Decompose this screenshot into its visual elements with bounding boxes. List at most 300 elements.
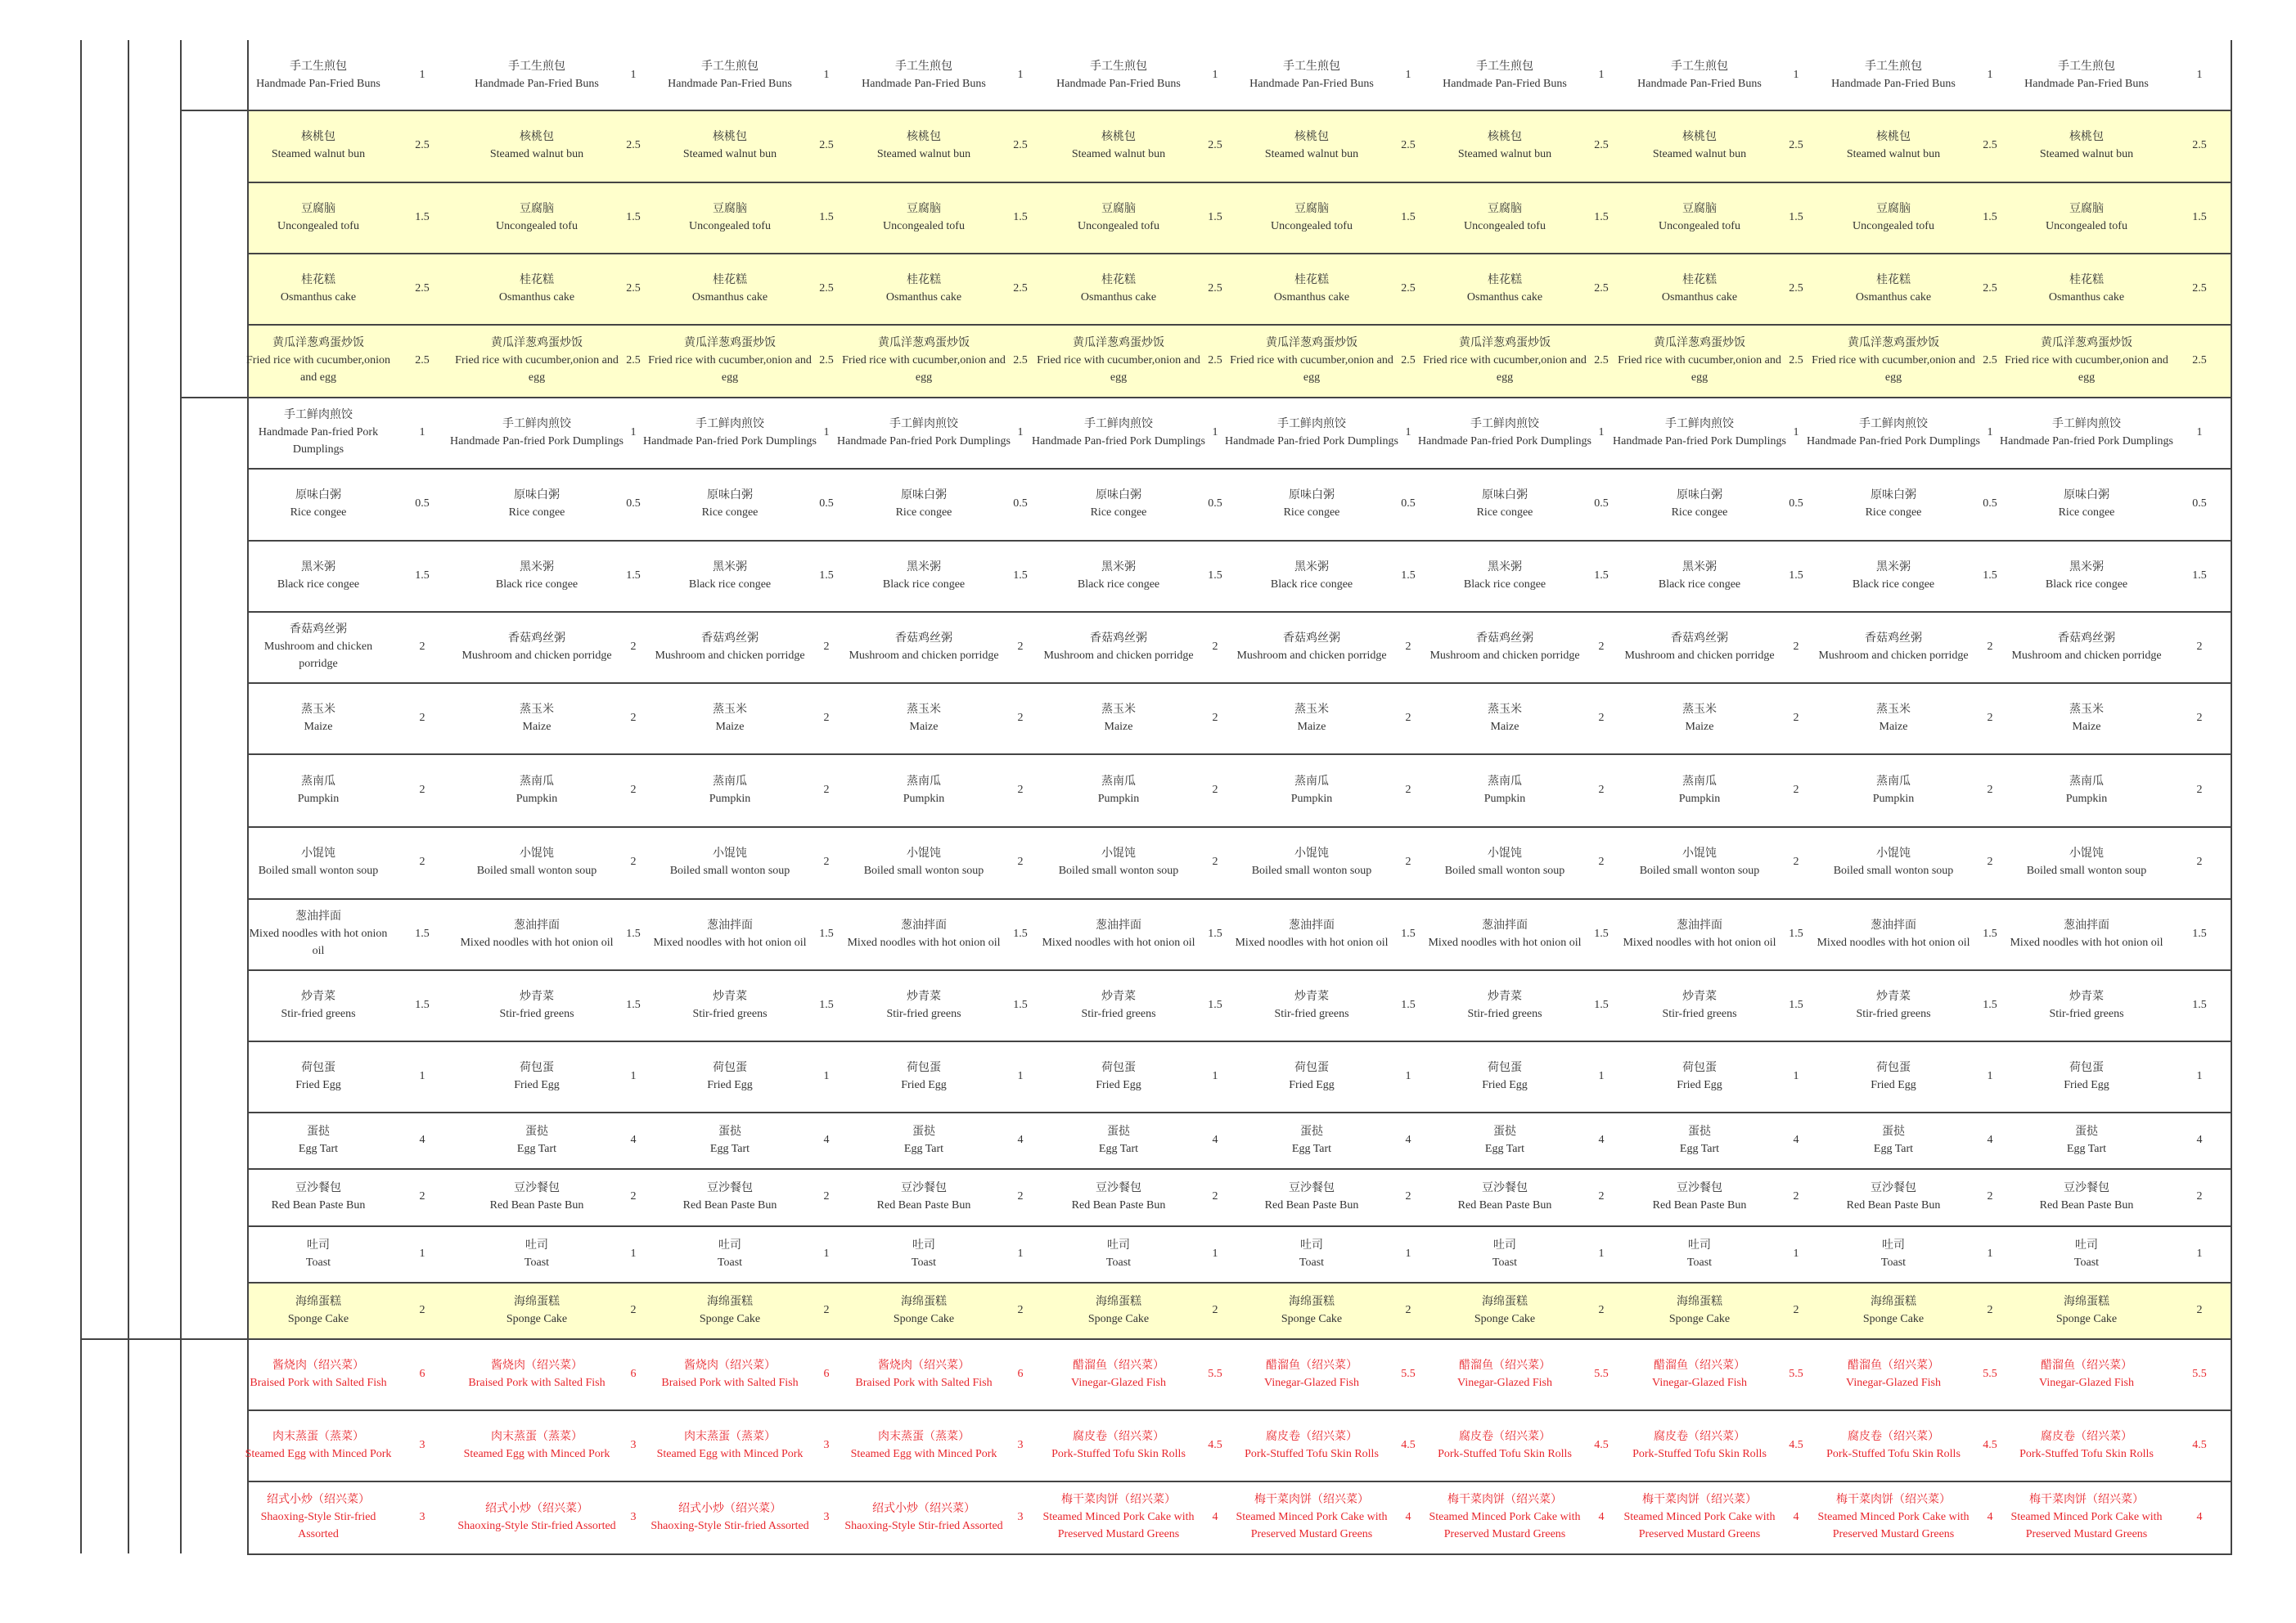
dish-name-zh: 蛋挞 bbox=[912, 1124, 935, 1138]
dish-name-zh: 小馄饨 bbox=[1294, 847, 1329, 860]
dish-cell bbox=[643, 182, 817, 253]
dish-name-en: Fried Egg bbox=[514, 1078, 560, 1091]
dish-price: 4 bbox=[1212, 1133, 1218, 1146]
dish-name-zh: 酱烧肉（绍兴菜） bbox=[272, 1358, 364, 1372]
dish-name-en: Egg Tart bbox=[298, 1142, 339, 1155]
dish-name-en: Mushroom and chicken porridge bbox=[1624, 649, 1775, 662]
dish-cell bbox=[1225, 753, 1398, 826]
dish-price: 0.5 bbox=[1983, 497, 1997, 510]
dish-name-en: Handmade Pan-Fried Buns bbox=[1443, 77, 1567, 90]
dish-price: 2 bbox=[1212, 1190, 1218, 1203]
dish-name-en: Black rice congee bbox=[1463, 578, 1546, 591]
dish-price: 0.5 bbox=[626, 497, 641, 510]
dish-cell bbox=[2000, 540, 2173, 611]
dish-name-en: Mixed noodles with hot onion oil bbox=[1817, 936, 1970, 949]
dish-price: 1.5 bbox=[1013, 998, 1028, 1011]
dish-name-zh: 豆沙餐包 bbox=[1482, 1181, 1528, 1194]
dish-name-en: Black rice congee bbox=[1658, 578, 1741, 591]
dish-cell bbox=[1613, 182, 1786, 253]
dish-name-en: Rice congee bbox=[1090, 506, 1147, 519]
dish-name-en: Handmade Pan-fried Pork Dumplings bbox=[1613, 434, 1786, 447]
dish-cell bbox=[2000, 1168, 2173, 1225]
dish-price: 1 bbox=[419, 68, 425, 81]
dish-name-en: Boiled small wonton soup bbox=[669, 865, 790, 877]
dish-name-en: Red Bean Paste Bun bbox=[271, 1199, 366, 1212]
dish-cell bbox=[450, 40, 624, 110]
dish-name-en: Steamed walnut bun bbox=[1652, 148, 1747, 160]
dish-cell bbox=[1225, 1225, 1398, 1282]
dish-cell bbox=[1807, 253, 1980, 324]
dish-name-en: Red Bean Paste Bun bbox=[1846, 1199, 1941, 1212]
dish-name-en: Red Bean Paste Bun bbox=[1264, 1199, 1359, 1212]
dish-price: 6 bbox=[1017, 1367, 1024, 1380]
dish-name-zh: 黄瓜洋葱鸡蛋炒饭 bbox=[2041, 336, 2132, 349]
dish-price: 1 bbox=[823, 1247, 830, 1260]
dish-cell bbox=[837, 1338, 1011, 1409]
dish-name-en: Toast bbox=[1105, 1256, 1132, 1269]
dish-name-zh: 手工鲜肉煎饺 bbox=[1084, 416, 1153, 430]
dish-name-en: Sponge Cake bbox=[1474, 1312, 1536, 1325]
dish-name-en: Osmanthus cake bbox=[280, 290, 357, 303]
dish-name-en: Rice congee bbox=[290, 506, 347, 519]
dish-price: 1 bbox=[630, 1247, 637, 1260]
dish-name-en: Egg Tart bbox=[903, 1142, 944, 1155]
dish-name-en: Steamed Egg with Minced Pork bbox=[656, 1447, 804, 1460]
dish-name-zh: 原味白粥 bbox=[1677, 488, 1722, 501]
dish-name-en: Fried Egg bbox=[295, 1078, 341, 1091]
dish-price: 2.5 bbox=[1983, 353, 1997, 366]
dish-name-zh: 葱油拌面 bbox=[1482, 918, 1528, 932]
dish-name-en: Mixed noodles with hot onion oil bbox=[847, 936, 1001, 949]
dish-name-zh: 绍式小炒（绍兴菜） bbox=[872, 1501, 975, 1515]
dish-name-zh: 桂花糕 bbox=[1294, 272, 1329, 286]
dish-cell bbox=[2000, 753, 2173, 826]
dish-name-zh: 原味白粥 bbox=[901, 488, 947, 501]
dish-cell bbox=[1613, 682, 1786, 753]
dish-price: 2.5 bbox=[415, 139, 430, 151]
dish-name-en: Steamed walnut bun bbox=[489, 148, 584, 160]
dish-price: 2 bbox=[1793, 1303, 1799, 1316]
dish-name-en: Pumpkin bbox=[1872, 792, 1915, 805]
dish-name-en: Pumpkin bbox=[1097, 792, 1140, 805]
dish-cell bbox=[1225, 397, 1398, 468]
dish-name-zh: 吐司 bbox=[1882, 1238, 1905, 1252]
dish-name-zh: 豆沙餐包 bbox=[1289, 1181, 1335, 1194]
dish-name-zh: 吐司 bbox=[1688, 1238, 1711, 1252]
dish-name-en: Stir-fried greens bbox=[1467, 1007, 1542, 1020]
dish-price: 1 bbox=[1017, 1247, 1024, 1260]
dish-cell bbox=[450, 1041, 624, 1112]
dish-name-en: Sponge Cake bbox=[1281, 1312, 1343, 1325]
dish-name-en: Mushroom and chicken porridge bbox=[655, 649, 805, 662]
dish-cell bbox=[450, 397, 624, 468]
dish-price: 2 bbox=[823, 640, 830, 653]
dish-name-en: Stir-fried greens bbox=[1662, 1007, 1737, 1020]
dish-cell bbox=[837, 826, 1011, 898]
dish-cell bbox=[1807, 110, 1980, 182]
dish-price: 1.5 bbox=[1594, 998, 1609, 1011]
dish-name-en: Handmade Pan-fried Pork Dumplings bbox=[1807, 434, 1980, 447]
dish-price: 2.5 bbox=[1983, 281, 1997, 294]
dish-name-zh: 海绵蛋糕 bbox=[901, 1294, 947, 1308]
dish-cell bbox=[1418, 1338, 1591, 1409]
dish-price: 1 bbox=[1017, 1069, 1024, 1082]
dish-cell bbox=[2000, 1041, 2173, 1112]
dish-name-en: Maize bbox=[2072, 720, 2101, 733]
dish-cell bbox=[244, 110, 393, 182]
dish-price: 5.5 bbox=[1208, 1367, 1222, 1380]
dish-cell bbox=[1032, 1168, 1205, 1225]
dish-price: 0.5 bbox=[1013, 497, 1028, 510]
dish-cell bbox=[2000, 826, 2173, 898]
dish-name-en: Steamed walnut bun bbox=[1846, 148, 1941, 160]
dish-price: 1.5 bbox=[1594, 210, 1609, 223]
dish-name-zh: 葱油拌面 bbox=[1871, 918, 1916, 932]
dish-name-en: Toast bbox=[717, 1256, 743, 1269]
dish-name-zh: 梅干菜肉饼（绍兴菜） bbox=[1061, 1493, 1176, 1506]
dish-name-en: Handmade Pan-fried Pork Dumplings bbox=[258, 426, 379, 456]
dish-name-en: Vinegar-Glazed Fish bbox=[1846, 1376, 1941, 1389]
dish-name-en: Uncongealed tofu bbox=[689, 219, 771, 232]
dish-price: 2 bbox=[1405, 783, 1411, 796]
dish-name-en: Egg Tart bbox=[1098, 1142, 1139, 1155]
dish-cell bbox=[1418, 182, 1591, 253]
dish-cell bbox=[837, 182, 1011, 253]
dish-price: 2 bbox=[823, 783, 830, 796]
dish-cell bbox=[450, 110, 624, 182]
dish-name-en: Boiled small wonton soup bbox=[258, 865, 379, 877]
dish-name-en: Osmanthus cake bbox=[885, 290, 962, 303]
dish-name-en: Black rice congee bbox=[2045, 578, 2128, 591]
dish-name-zh: 吐司 bbox=[912, 1238, 935, 1252]
dish-name-en: Shaoxing-Style Stir-fried Assorted bbox=[457, 1519, 616, 1532]
dish-name-en: Uncongealed tofu bbox=[496, 219, 578, 232]
dish-cell bbox=[1807, 682, 1980, 753]
dish-cell bbox=[244, 1481, 393, 1553]
dish-name-en: Osmanthus cake bbox=[691, 290, 768, 303]
dish-name-zh: 腐皮卷（绍兴菜） bbox=[1459, 1429, 1551, 1443]
dish-name-zh: 葱油拌面 bbox=[514, 918, 560, 932]
dish-cell bbox=[643, 1168, 817, 1225]
dish-price: 1.5 bbox=[415, 569, 430, 582]
dish-price: 1 bbox=[1405, 68, 1411, 81]
dish-price: 2.5 bbox=[1013, 281, 1028, 294]
dish-cell bbox=[2000, 1225, 2173, 1282]
dish-name-zh: 桂花糕 bbox=[1682, 272, 1717, 286]
dish-name-en: Pumpkin bbox=[1678, 792, 1721, 805]
dish-name-en: Stir-fried greens bbox=[886, 1007, 961, 1020]
dish-name-zh: 核桃包 bbox=[520, 130, 554, 143]
dish-cell bbox=[1807, 1481, 1980, 1553]
dish-name-zh: 香菇鸡丝粥 bbox=[1090, 631, 1147, 645]
dish-name-zh: 核桃包 bbox=[1101, 130, 1136, 143]
dish-name-zh: 蒸玉米 bbox=[520, 702, 554, 716]
dish-price: 1 bbox=[1212, 1069, 1218, 1082]
dish-name-en: Osmanthus cake bbox=[1273, 290, 1350, 303]
dish-cell bbox=[244, 898, 393, 969]
dish-name-zh: 蛋挞 bbox=[2075, 1124, 2098, 1138]
dish-cell bbox=[1613, 611, 1786, 682]
dish-cell bbox=[1613, 1409, 1786, 1481]
dish-cell bbox=[1613, 753, 1786, 826]
dish-name-zh: 腐皮卷（绍兴菜） bbox=[1266, 1429, 1357, 1443]
dish-name-en: Rice congee bbox=[1671, 506, 1728, 519]
dish-name-zh: 豆腐脑 bbox=[1294, 201, 1329, 215]
dish-name-zh: 海绵蛋糕 bbox=[1096, 1294, 1141, 1308]
dish-price: 2.5 bbox=[1208, 353, 1222, 366]
dish-name-en: Uncongealed tofu bbox=[2046, 219, 2127, 232]
dish-name-en: Mixed noodles with hot onion oil bbox=[460, 936, 614, 949]
dish-cell bbox=[244, 1282, 393, 1338]
dish-name-zh: 手工鲜肉煎饺 bbox=[502, 416, 571, 430]
dish-name-en: Mixed noodles with hot onion oil bbox=[1623, 936, 1776, 949]
dish-name-zh: 香菇鸡丝粥 bbox=[1476, 631, 1533, 645]
dish-name-en: Handmade Pan-Fried Buns bbox=[1056, 77, 1181, 90]
dish-name-zh: 吐司 bbox=[718, 1238, 741, 1252]
dish-price: 1.5 bbox=[1983, 998, 1997, 1011]
dish-name-en: Maize bbox=[1685, 720, 1714, 733]
dish-price: 3 bbox=[419, 1438, 425, 1451]
dish-cell bbox=[450, 682, 624, 753]
dish-price: 4.5 bbox=[2192, 1438, 2207, 1451]
dish-name-en: Fried Egg bbox=[1096, 1078, 1141, 1091]
dish-name-en: Braised Pork with Salted Fish bbox=[250, 1376, 387, 1389]
dish-name-en: Black rice congee bbox=[882, 578, 966, 591]
dish-cell bbox=[244, 1409, 393, 1481]
dish-cell bbox=[1225, 540, 1398, 611]
dish-name-zh: 香菇鸡丝粥 bbox=[2058, 631, 2115, 645]
dish-cell bbox=[1418, 1282, 1591, 1338]
dish-cell bbox=[1418, 1168, 1591, 1225]
dish-name-zh: 吐司 bbox=[2075, 1238, 2098, 1252]
dish-cell bbox=[837, 969, 1011, 1041]
dish-name-zh: 手工生煎包 bbox=[1283, 59, 1340, 73]
dish-cell bbox=[244, 1338, 393, 1409]
dish-cell bbox=[1225, 1112, 1398, 1168]
dish-name-en: Braised Pork with Salted Fish bbox=[855, 1376, 993, 1389]
dish-name-en: Handmade Pan-fried Pork Dumplings bbox=[643, 434, 817, 447]
dish-name-zh: 腐皮卷（绍兴菜） bbox=[1073, 1429, 1164, 1443]
dish-price: 2 bbox=[2196, 640, 2203, 653]
dish-cell bbox=[1032, 1112, 1205, 1168]
dish-name-zh: 炒青菜 bbox=[1876, 989, 1911, 1003]
dish-cell bbox=[643, 324, 817, 397]
dish-name-en: Fried rice with cucumber,onion and egg bbox=[1037, 354, 1200, 384]
dish-cell bbox=[1613, 1225, 1786, 1282]
dish-cell bbox=[1032, 253, 1205, 324]
dish-name-zh: 小馄饨 bbox=[1101, 847, 1136, 860]
dish-price: 1 bbox=[1405, 1247, 1411, 1260]
dish-price: 1 bbox=[2196, 1247, 2203, 1260]
dish-name-zh: 蛋挞 bbox=[1107, 1124, 1130, 1138]
dish-price: 2 bbox=[1017, 1303, 1024, 1316]
dish-name-zh: 手工鲜肉煎饺 bbox=[1859, 416, 1928, 430]
dish-name-zh: 桂花糕 bbox=[907, 272, 941, 286]
dish-price: 6 bbox=[823, 1367, 830, 1380]
column-divider bbox=[80, 40, 82, 1553]
dish-name-en: Maize bbox=[1490, 720, 1519, 733]
dish-cell bbox=[837, 253, 1011, 324]
dish-name-zh: 香菇鸡丝粥 bbox=[290, 623, 347, 636]
dish-cell bbox=[1032, 468, 1205, 540]
dish-cell bbox=[1032, 540, 1205, 611]
dish-name-zh: 海绵蛋糕 bbox=[295, 1294, 341, 1308]
dish-cell bbox=[1807, 1282, 1980, 1338]
dish-cell bbox=[1225, 898, 1398, 969]
dish-price: 2 bbox=[2196, 711, 2203, 724]
dish-name-zh: 桂花糕 bbox=[2069, 272, 2104, 286]
dish-price: 1.5 bbox=[1013, 210, 1028, 223]
dish-price: 4 bbox=[823, 1133, 830, 1146]
dish-name-zh: 核桃包 bbox=[907, 130, 941, 143]
dish-name-zh: 桂花糕 bbox=[520, 272, 554, 286]
dish-name-zh: 桂花糕 bbox=[1488, 272, 1522, 286]
dish-price: 2 bbox=[1987, 856, 1993, 868]
dish-name-zh: 蛋挞 bbox=[1300, 1124, 1323, 1138]
dish-price: 2 bbox=[2196, 1303, 2203, 1316]
dish-price: 2 bbox=[823, 1303, 830, 1316]
dish-name-en: Handmade Pan-Fried Buns bbox=[668, 77, 792, 90]
dish-name-en: Rice congee bbox=[895, 506, 952, 519]
dish-price: 1.5 bbox=[1401, 569, 1416, 582]
dish-name-en: Rice congee bbox=[508, 506, 565, 519]
dish-price: 2.5 bbox=[1208, 139, 1222, 151]
dish-price: 2 bbox=[1212, 711, 1218, 724]
dish-cell bbox=[837, 1041, 1011, 1112]
dish-cell bbox=[1225, 182, 1398, 253]
dish-name-en: Toast bbox=[1880, 1256, 1907, 1269]
dish-price: 2 bbox=[823, 711, 830, 724]
dish-cell bbox=[1613, 969, 1786, 1041]
dish-name-zh: 手工鲜肉煎饺 bbox=[1665, 416, 1734, 430]
dish-name-zh: 酱烧肉（绍兴菜） bbox=[878, 1358, 970, 1372]
dish-name-zh: 香菇鸡丝粥 bbox=[508, 631, 565, 645]
dish-name-en: Handmade Pan-Fried Buns bbox=[1831, 77, 1956, 90]
dish-price: 1 bbox=[1598, 425, 1605, 438]
dish-cell bbox=[450, 182, 624, 253]
dish-cell bbox=[1225, 1338, 1398, 1409]
dish-price: 1 bbox=[1793, 1247, 1799, 1260]
dish-name-zh: 蒸玉米 bbox=[2069, 702, 2104, 716]
dish-name-en: Mixed noodles with hot onion oil bbox=[1042, 936, 1195, 949]
dish-cell bbox=[1225, 682, 1398, 753]
dish-cell bbox=[1807, 611, 1980, 682]
dish-cell bbox=[1225, 1041, 1398, 1112]
dish-cell bbox=[1613, 110, 1786, 182]
dish-name-zh: 小馄饨 bbox=[1488, 847, 1522, 860]
dish-name-zh: 手工鲜肉煎饺 bbox=[1470, 416, 1539, 430]
dish-cell bbox=[1613, 898, 1786, 969]
dish-cell bbox=[643, 1282, 817, 1338]
dish-cell bbox=[643, 753, 817, 826]
dish-name-en: Osmanthus cake bbox=[1661, 290, 1738, 303]
dish-name-en: Handmade Pan-Fried Buns bbox=[1249, 77, 1374, 90]
dish-cell bbox=[450, 969, 624, 1041]
dish-name-en: Stir-fried greens bbox=[2049, 1007, 2124, 1020]
dish-price: 6 bbox=[419, 1367, 425, 1380]
dish-price: 4 bbox=[1987, 1133, 1993, 1146]
dish-name-zh: 梅干菜肉饼（绍兴菜） bbox=[1254, 1493, 1369, 1506]
dish-cell bbox=[1032, 110, 1205, 182]
dish-cell bbox=[450, 826, 624, 898]
dish-name-zh: 酱烧肉（绍兴菜） bbox=[684, 1358, 776, 1372]
dish-cell bbox=[643, 898, 817, 969]
dish-cell bbox=[244, 1041, 393, 1112]
dish-name-zh: 荷包蛋 bbox=[301, 1060, 335, 1074]
dish-price: 3 bbox=[1017, 1510, 1024, 1523]
dish-price: 1 bbox=[1017, 68, 1024, 81]
dish-name-zh: 豆沙餐包 bbox=[514, 1181, 560, 1194]
dish-name-zh: 绍式小炒（绍兴菜） bbox=[267, 1493, 370, 1506]
dish-cell bbox=[450, 1282, 624, 1338]
dish-name-zh: 黑米粥 bbox=[2069, 560, 2104, 573]
dish-name-en: Red Bean Paste Bun bbox=[1457, 1199, 1552, 1212]
dish-name-en: Boiled small wonton soup bbox=[863, 865, 984, 877]
dish-price: 1 bbox=[1987, 1247, 1993, 1260]
dish-name-en: Fried rice with cucumber,onion and egg bbox=[1230, 354, 1393, 384]
dish-name-en: Osmanthus cake bbox=[1466, 290, 1543, 303]
dish-cell bbox=[643, 468, 817, 540]
dish-name-en: Pork-Stuffed Tofu Skin Rolls bbox=[1438, 1447, 1572, 1460]
dish-name-zh: 黄瓜洋葱鸡蛋炒饭 bbox=[1266, 336, 1357, 349]
dish-price: 2 bbox=[1793, 640, 1799, 653]
dish-price: 2 bbox=[1212, 783, 1218, 796]
dish-name-zh: 黄瓜洋葱鸡蛋炒饭 bbox=[1654, 336, 1745, 349]
dish-name-zh: 豆沙餐包 bbox=[901, 1181, 947, 1194]
dish-cell bbox=[1807, 182, 1980, 253]
dish-name-zh: 炒青菜 bbox=[2069, 989, 2104, 1003]
dish-cell bbox=[1225, 110, 1398, 182]
dish-name-en: Stir-fried greens bbox=[692, 1007, 768, 1020]
dish-cell bbox=[643, 1225, 817, 1282]
dish-name-zh: 炒青菜 bbox=[1682, 989, 1717, 1003]
dish-name-zh: 海绵蛋糕 bbox=[2064, 1294, 2109, 1308]
dish-price: 4.5 bbox=[1401, 1438, 1416, 1451]
dish-name-en: Stir-fried greens bbox=[1274, 1007, 1349, 1020]
dish-price: 1.5 bbox=[1401, 210, 1416, 223]
dish-price: 4 bbox=[2196, 1510, 2203, 1523]
dish-name-zh: 吐司 bbox=[307, 1238, 330, 1252]
dish-name-zh: 豆沙餐包 bbox=[1871, 1181, 1916, 1194]
dish-name-en: Sponge Cake bbox=[699, 1312, 761, 1325]
dish-price: 1 bbox=[1793, 425, 1799, 438]
dish-price: 1.5 bbox=[1013, 927, 1028, 940]
dish-name-en: Steamed Minced Pork Cake with Preserved Mustard Greens bbox=[1236, 1511, 1388, 1540]
dish-name-zh: 醋溜鱼（绍兴菜） bbox=[2041, 1358, 2132, 1372]
dish-name-zh: 原味白粥 bbox=[2064, 488, 2109, 501]
dish-price: 2 bbox=[1405, 640, 1411, 653]
dish-cell bbox=[643, 110, 817, 182]
dish-price: 4 bbox=[1405, 1510, 1411, 1523]
dish-name-zh: 黑米粥 bbox=[1876, 560, 1911, 573]
dish-cell bbox=[2000, 682, 2173, 753]
dish-name-en: Mixed noodles with hot onion oil bbox=[249, 928, 388, 957]
dish-price: 1 bbox=[630, 68, 637, 81]
dish-price: 1.5 bbox=[1594, 927, 1609, 940]
dish-cell bbox=[1807, 1112, 1980, 1168]
dish-price: 0.5 bbox=[1789, 497, 1803, 510]
dish-name-en: Stir-fried greens bbox=[1856, 1007, 1931, 1020]
dish-name-en: Rice congee bbox=[2058, 506, 2115, 519]
dish-name-en: Black rice congee bbox=[1270, 578, 1353, 591]
dish-price: 1.5 bbox=[626, 998, 641, 1011]
dish-name-zh: 葱油拌面 bbox=[1677, 918, 1722, 932]
dish-name-en: Pork-Stuffed Tofu Skin Rolls bbox=[1826, 1447, 1961, 1460]
dish-name-zh: 桂花糕 bbox=[301, 272, 335, 286]
dish-name-en: Fried Egg bbox=[707, 1078, 753, 1091]
dish-name-en: Pumpkin bbox=[1290, 792, 1333, 805]
dish-cell bbox=[2000, 1409, 2173, 1481]
